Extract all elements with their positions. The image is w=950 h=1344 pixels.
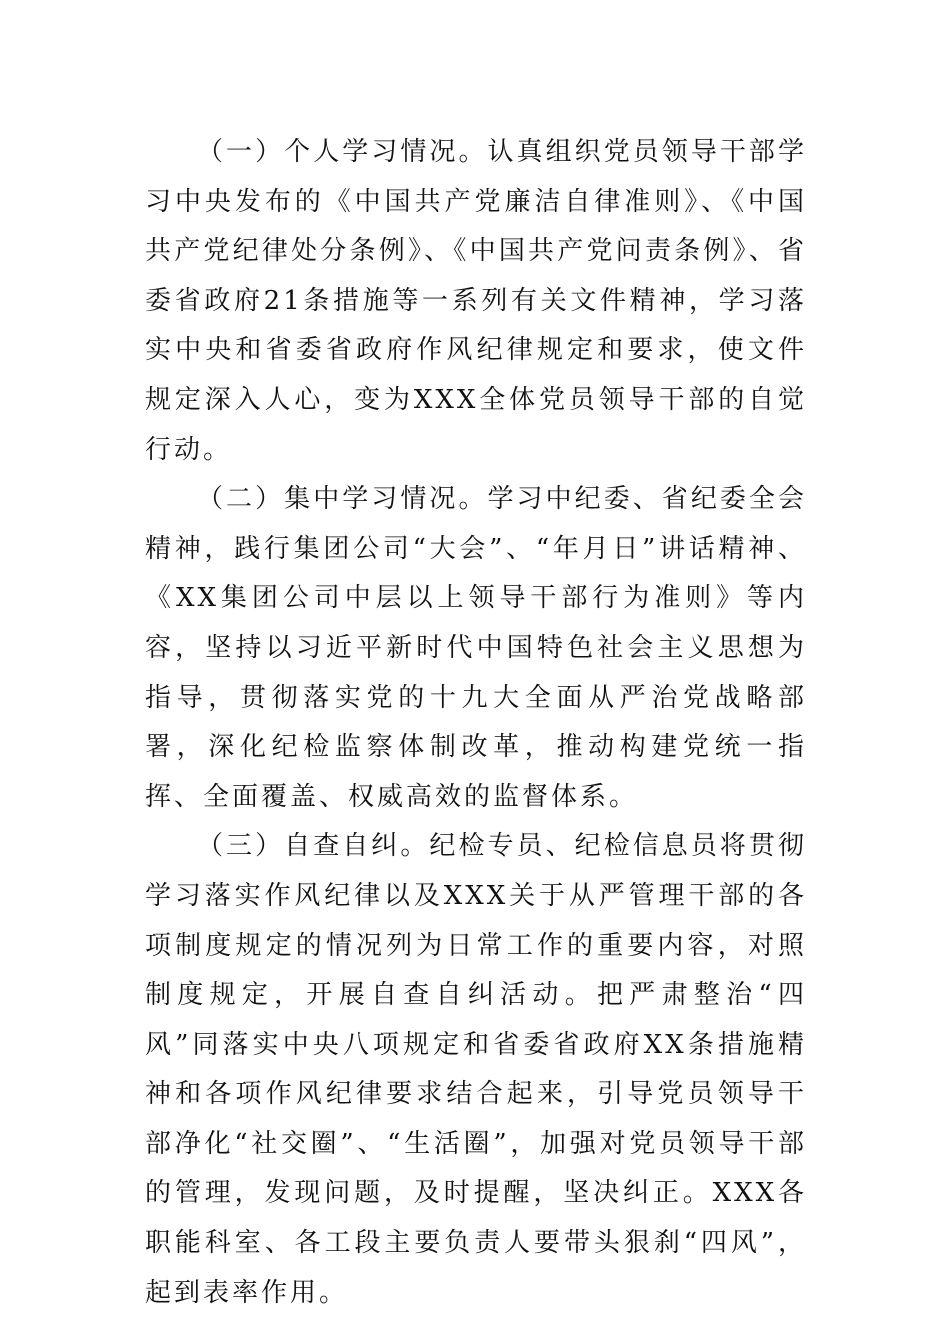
paragraph-self-inspection: （三）自查自纠。纪检专员、纪检信息员将贯彻学习落实作风纪律以及XXX关于从严管理干部的各项制度规定的情况列为日常工作的重要内容，对照制度规定，开展自查自纠活动。把严肃整治“四风”同落实中央八项规定和省委省政府XX条措施精神和各项作风纪律要求结合起来，引导党员领导干部净化“社交圈”、“生活圈”，加强对党员领导干部的管理，发现问题，及时提醒，坚决纠正。XXX各职能科室、各工段主要负责人要带头狠刹“四风”，起到表率作用。: [145, 831, 807, 1308]
paragraph-group-study: （二）集中学习情况。学习中纪委、省纪委全会精神，践行集团公司“大会”、“年月日”讲话精神、《XX集团公司中层以上领导干部行为准则》等内容，坚持以习近平新时代中国特色社会主义思想为指导，贯彻落实党的十九大全面从严治党战略部署，深化纪检监察体制改革，推动构建党统一指挥、全面覆盖、权威高效的监督体系。: [145, 484, 807, 812]
paragraph-personal-study: （一）个人学习情况。认真组织党员领导干部学习中央发布的《中国共产党廉洁自律准则》、《中国共产党纪律处分条例》、《中国共产党问责条例》、省委省政府21条措施等一系列有关文件精神，学习落实中央和省委省政府作风纪律规定和要求，使文件规定深入人心，变为XXX全体党员领导干部的自觉行动。: [145, 137, 807, 465]
document-body: [145, 128, 807, 1318]
